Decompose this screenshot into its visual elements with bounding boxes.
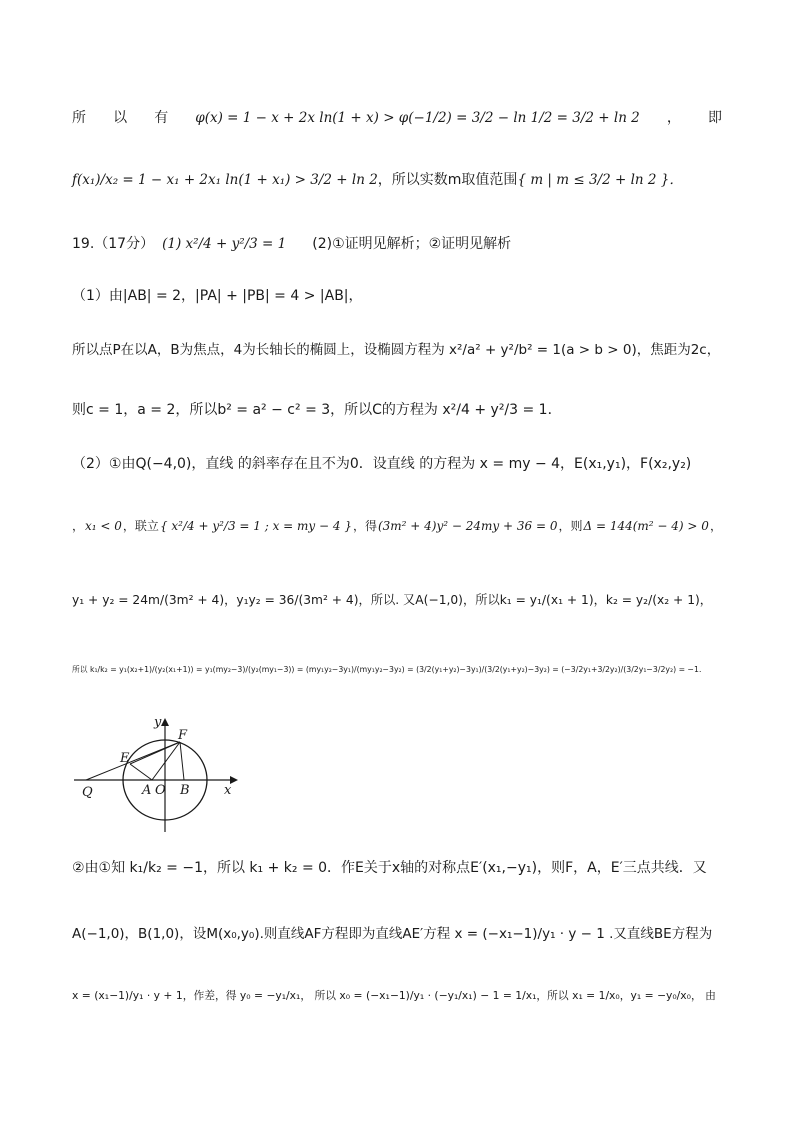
text: y₁ + y₂ = 24m/(3m² + 4)，y₁y₂ = 36/(3m² + 4)，所以. 又A(−1,0)，所以k₁ = y₁/(x₁ + 1)，k₂ = y₂/(x₂ + 1)， <box>72 593 713 607</box>
text: ， <box>72 519 85 533</box>
formula: (1) x²/4 + y²/3 = 1 <box>162 236 287 252</box>
label-Q: Q <box>82 785 93 800</box>
text-line-12 <box>72 924 722 944</box>
text: （1）由|AB| = 2，|PA| + |PB| = 4 > |AB|， <box>72 288 363 304</box>
line-EA <box>130 764 152 780</box>
text: 所以 k₁/k₂ = y₁(x₂+1)/(y₂(x₁+1)) = y₁(my₂−3)/(y₂(my₁−3)) = (my₁y₂−3y₁)/(my₁y₂−3y₂) = (3/2(y₁+y₂)−3y₁)/(3/2(y₁+y₂)−3y₂) = (−3/2y₁+3/2y₂)/(3/2y₁−3/2y₂) = −1． <box>72 665 707 674</box>
text-line-7 <box>72 454 722 474</box>
text-char: 所 <box>72 110 86 126</box>
formula: { m | m ≤ 3/2 + ln 2 }． <box>517 172 683 188</box>
text: ，所以实数m取值范围 <box>377 172 518 188</box>
text: ，联立 <box>122 519 159 533</box>
ellipse-figure <box>72 712 242 837</box>
text-line-8 <box>72 516 722 536</box>
formula: { x²/4 + y²/3 = 1 ; x = my − 4 } <box>159 519 352 533</box>
label-y: y <box>154 715 162 730</box>
text-line-9 <box>72 590 722 610</box>
text-line-4 <box>72 286 722 306</box>
text: x = (x₁−1)/y₁ · y + 1，作差，得 y₀ = −y₁/x₁， 所以 x₀ = (−x₁−1)/y₁ · (−y₁/x₁) − 1 = 1/x₁，所以 x₁ = 1/x₀，y₁ = −y₀/x₀， 由 <box>72 989 716 1002</box>
label-E: E <box>120 751 130 766</box>
text-line-13 <box>72 986 722 1006</box>
line-FB <box>180 742 184 780</box>
text: ，得 <box>352 519 377 533</box>
ellipse-diagram <box>72 712 242 837</box>
text-char: ， <box>666 110 681 126</box>
label-O: O <box>155 783 166 798</box>
text-char: 有 <box>154 110 169 126</box>
text-char: 以 <box>113 110 128 126</box>
label-x: x <box>224 783 232 798</box>
y-axis-arrow-icon <box>161 718 169 726</box>
text-line-1 <box>72 108 722 128</box>
text-char: 即 <box>707 110 722 126</box>
text: 所以点P在以A，B为焦点，4为长轴长的椭圆上，设椭圆方程为 x²/a² + y²/b² = 1(a > b > 0)，焦距为2c， <box>72 342 721 358</box>
label-A: A <box>142 783 152 798</box>
formula: (3m² + 4)y² − 24my + 36 = 0 <box>377 519 558 533</box>
text-line-3 <box>72 234 722 254</box>
text-line-6 <box>72 400 722 420</box>
text: (2)①证明见解析；②证明见解析 <box>312 236 512 252</box>
text-line-11 <box>72 858 722 878</box>
text: ， <box>709 519 722 533</box>
formula: φ(x) = 1 − x + 2x ln(1 + x) > φ(−1/2) = 3/2 − ln 1/2 = 3/2 + ln 2 <box>195 110 640 126</box>
text: ，则 <box>558 519 583 533</box>
label-F: F <box>178 728 188 743</box>
text: （2）①由Q(−4,0)，直线 的斜率存在且不为0．设直线 的方程为 x = my − 4，E(x₁,y₁)，F(x₂,y₂) <box>72 456 692 472</box>
label-B: B <box>180 783 190 798</box>
formula: x₁ < 0 <box>85 519 122 533</box>
formula: f(x₁)/x₂ = 1 − x₁ + 2x₁ ln(1 + x₁) > 3/2 + ln 2 <box>72 172 378 188</box>
text: A(−1,0)，B(1,0)，设M(x₀,y₀).则直线AF方程即为直线AE′方程 x = (−x₁−1)/y₁ · y − 1 .又直线BE方程为 <box>72 926 713 942</box>
formula: Δ = 144(m² − 4) > 0 <box>583 519 709 533</box>
question-label: 19.（17分） <box>72 236 155 252</box>
text: ②由①知 k₁/k₂ = −1，所以 k₁ + k₂ = 0．作E关于x轴的对称点E′(x₁,−y₁)，则F，A，E′三点共线．又 <box>72 860 707 876</box>
text: 则c = 1，a = 2，所以b² = a² − c² = 3，所以C的方程为 x²/4 + y²/3 = 1． <box>72 402 562 418</box>
text-line-5 <box>72 340 722 360</box>
text-line-10 <box>72 660 722 680</box>
text-line-2 <box>72 170 722 190</box>
